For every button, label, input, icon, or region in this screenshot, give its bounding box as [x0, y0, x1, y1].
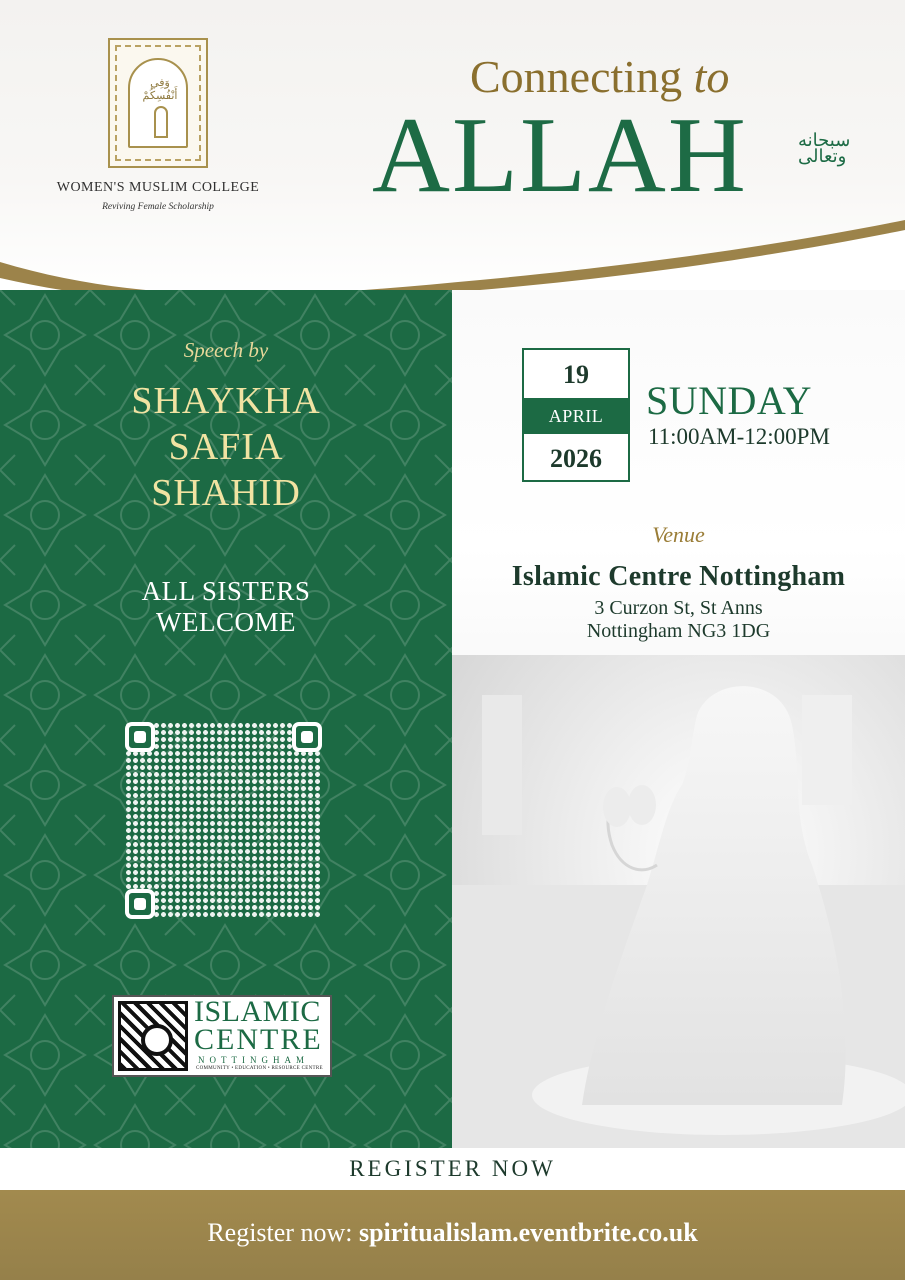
- geometric-star-icon: [118, 1001, 188, 1071]
- logo-text-islamic: ISLAMIC: [194, 995, 321, 1028]
- register-prefix: Register now:: [207, 1218, 359, 1247]
- college-tagline: Reviving Female Scholarship: [102, 202, 214, 212]
- arabic-calligraphy: سبحانه وتعالى: [798, 130, 851, 166]
- college-logo: [108, 38, 208, 168]
- date-box: [522, 348, 630, 482]
- qr-modules: [125, 722, 322, 919]
- logo-script: وَفِي أَنْفُسِكُمْ: [142, 77, 178, 102]
- welcome-line: WELCOME: [156, 607, 296, 637]
- all-sisters-welcome: [0, 576, 452, 638]
- address-line: Nottingham NG3 1DG: [586, 620, 771, 642]
- event-weekday: SUNDAY: [646, 378, 813, 423]
- speaker-panel: [0, 290, 452, 1148]
- title-allah: ALLAH: [372, 96, 748, 215]
- register-now-heading: REGISTER NOW: [0, 1148, 905, 1190]
- date-day: 19: [563, 360, 589, 389]
- logo-text-centre: CENTRE: [194, 1023, 323, 1056]
- speaker-name-line: SHAYKHA: [131, 380, 321, 422]
- register-link[interactable]: spiritualislam.eventbrite.co.uk: [358, 1218, 698, 1247]
- register-line: [0, 1218, 905, 1248]
- address-line: 3 Curzon St, St Anns: [594, 597, 763, 619]
- islamic-centre-logo: [112, 995, 332, 1077]
- praying-woman-photo: [452, 655, 905, 1148]
- speaker-name-line: SAFIA: [168, 426, 284, 468]
- qr-finder-icon: [125, 722, 155, 752]
- venue-name: Islamic Centre Nottingham: [511, 561, 846, 592]
- qr-finder-icon: [125, 889, 155, 919]
- title-connecting-plain: Connecting: [470, 51, 694, 102]
- speech-by-label: Speech by: [183, 338, 269, 362]
- speaker-name: [0, 378, 452, 516]
- college-name: WOMEN'S MUSLIM COLLEGE: [56, 180, 260, 195]
- speaker-name-line: SHAHID: [151, 472, 301, 514]
- venue-address: [452, 597, 905, 643]
- logo-figure-icon: [154, 106, 168, 138]
- qr-finder-icon: [292, 722, 322, 752]
- date-month: APRIL: [524, 398, 628, 434]
- logo-text-nottingham: NOTTINGHAM: [198, 1055, 309, 1065]
- title-connecting-italic: to: [693, 51, 730, 102]
- date-year: 2026: [550, 444, 602, 473]
- registration-qr-code[interactable]: [125, 722, 322, 919]
- footer-bar: [0, 1190, 905, 1280]
- welcome-line: ALL SISTERS: [141, 576, 311, 606]
- venue-label: Venue: [652, 522, 705, 547]
- logo-text-subtitle: COMMUNITY • EDUCATION • RESOURCE CENTRE: [196, 1066, 323, 1071]
- event-time: 11:00AM-12:00PM: [648, 424, 830, 449]
- logo-arch: [128, 58, 188, 148]
